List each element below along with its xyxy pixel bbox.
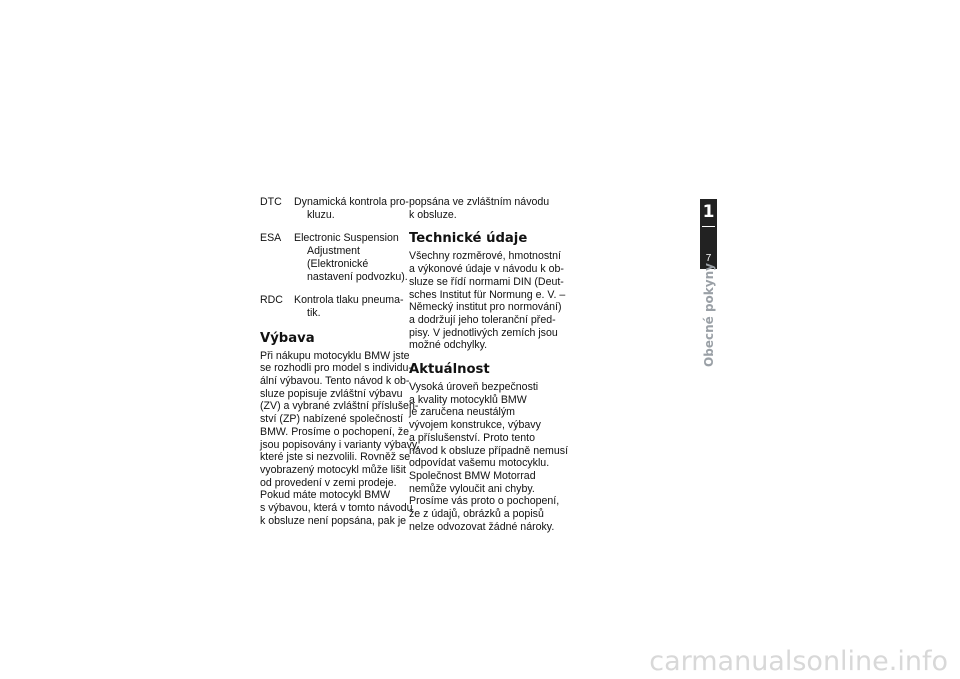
abbreviation-definition	[294, 294, 410, 319]
text-line: a příslušenství. Proto tento	[409, 431, 536, 444]
paragraph-aktualnost	[409, 381, 569, 533]
paragraph-continuation	[409, 196, 561, 221]
text-line: nelze odvozovat žádné nároky.	[409, 520, 555, 533]
text-line: s výbavou, která v tomto návodu	[260, 502, 413, 515]
chapter-title-vertical: Obecné pokyny	[702, 263, 716, 367]
text-line: sches Institut für Normung e. V. –	[409, 288, 566, 301]
text-line: a výkonové údaje v návodu k ob-	[409, 263, 564, 276]
text-line: návod k obsluze případně nemusí	[409, 444, 569, 457]
text-line: a dodržují jeho toleranční před-	[409, 313, 556, 326]
paragraph-vybava	[260, 349, 420, 528]
abbreviation-row-dtc	[260, 196, 410, 221]
text-line: Prosíme vás proto o pochopení,	[409, 495, 560, 508]
text-line: (ZV) a vybrané zvláštní příslušen-	[260, 400, 419, 413]
page-number: 7	[705, 253, 712, 264]
definition-line: Adjustment (Elektronické	[307, 245, 369, 270]
text-line: že z údajů, obrázků a popisů	[409, 508, 544, 521]
section-heading-vybava: Výbava	[260, 330, 315, 346]
abbreviation-row-esa	[260, 232, 410, 283]
text-line: vyobrazený motocykl může lišit	[260, 463, 407, 476]
text-line: vývojem konstrukce, výbavy	[409, 419, 541, 432]
text-line: Společnost BMW Motorrad	[409, 469, 536, 482]
right-column	[409, 196, 569, 543]
definition-line: kluzu.	[307, 208, 335, 221]
section-heading-aktualnost: Aktuálnost	[409, 362, 490, 378]
text-line: Při nákupu motocyklu BMW jste	[260, 349, 410, 362]
text-line: Všechny rozměrové, hmotnostní	[409, 250, 561, 263]
section-heading-technicke-udaje: Technické údaje	[409, 231, 528, 247]
text-line: jsou popisovány i varianty výbavy,	[260, 438, 420, 451]
text-line: ální výbavou. Tento návod k ob-	[260, 375, 410, 388]
definition-line: tik.	[307, 306, 321, 319]
text-line: od provedení v zemi prodeje.	[260, 476, 397, 489]
text-line: nemůže vyloučit ani chyby.	[409, 482, 535, 495]
left-column	[260, 196, 420, 537]
chapter-divider	[702, 226, 715, 227]
definition-line: Dynamická kontrola pro-	[294, 196, 409, 208]
watermark: carmanualsonline.info	[649, 646, 948, 677]
text-line: možné odchylky.	[409, 339, 488, 352]
text-line: sluze popisuje zvláštní výbavu	[260, 387, 403, 400]
abbreviation-row-rdc	[260, 294, 410, 319]
abbreviation-definition	[294, 196, 410, 221]
abbreviation-term: RDC	[260, 294, 283, 307]
abbreviation-definition	[294, 232, 410, 283]
text-line: které jste si nezvolili. Rovněž se	[260, 451, 411, 464]
abbreviation-term: ESA	[260, 232, 282, 245]
text-line: k obsluze není popsána, pak je	[260, 514, 407, 527]
text-line: popsána ve zvláštním návodu	[409, 196, 550, 208]
text-line: odpovídat vašemu motocyklu.	[409, 457, 550, 470]
text-line: je zaručena neustálým	[409, 406, 515, 419]
text-line: BMW. Prosíme o pochopení, že	[260, 425, 409, 438]
text-line: pisy. V jednotlivých zemích jsou	[409, 326, 558, 339]
text-line: Německý institut pro normování)	[409, 301, 562, 314]
paragraph-technicke-udaje	[409, 250, 566, 352]
abbreviation-term: DTC	[260, 196, 282, 208]
definition-line: nastavení podvozku).	[307, 270, 408, 283]
chapter-number: 1	[702, 202, 715, 222]
definition-line: Electronic Suspension	[294, 232, 399, 245]
text-line: a kvality motocyklů BMW	[409, 393, 527, 406]
text-line: ství (ZP) nabízené společností	[260, 413, 404, 426]
text-line: Vysoká úroveň bezpečnosti	[409, 381, 539, 394]
text-line: Pokud máte motocykl BMW	[260, 489, 391, 502]
text-line: k obsluze.	[409, 208, 457, 221]
definition-line: Kontrola tlaku pneuma-	[294, 294, 404, 307]
text-line: sluze se řídí normami DIN (Deut-	[409, 275, 564, 288]
text-line: se rozhodli pro model s individu-	[260, 362, 412, 375]
